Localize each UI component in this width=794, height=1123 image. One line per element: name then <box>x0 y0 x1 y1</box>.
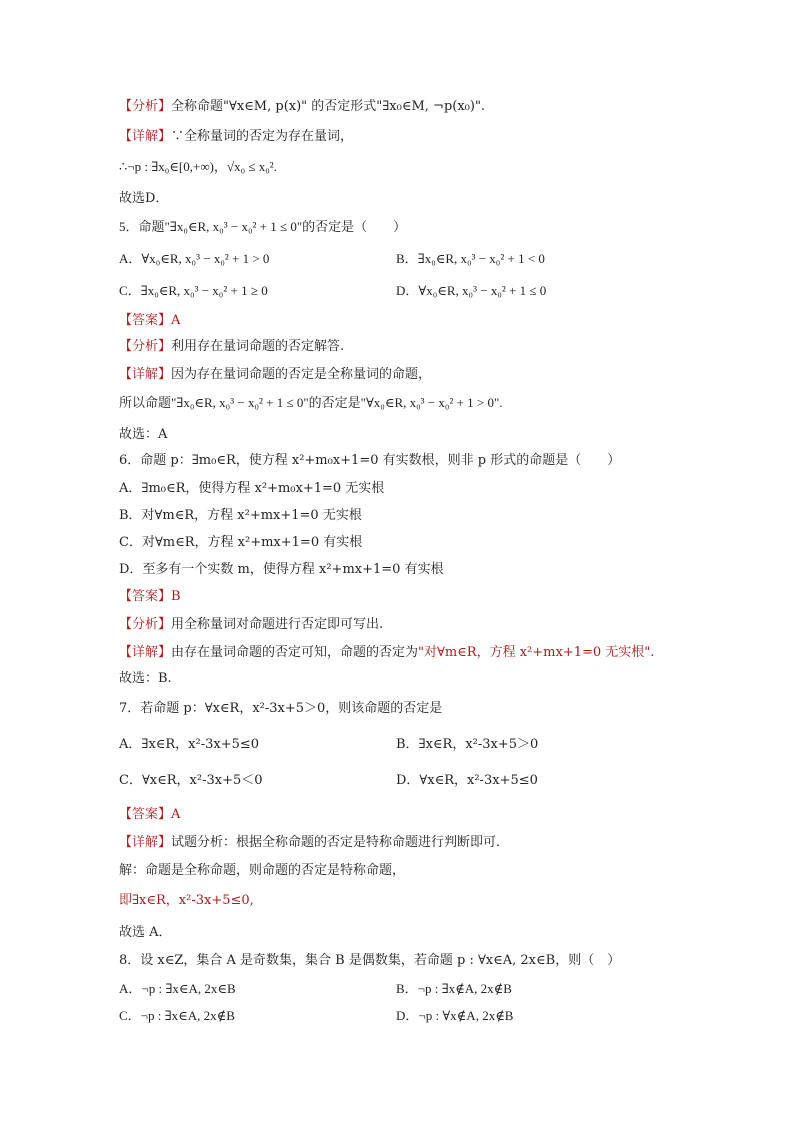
answer-value: A <box>171 807 181 822</box>
q5-answer <box>119 312 180 330</box>
q7-answer <box>119 806 180 824</box>
q8-option-d: D．¬p : ∀x∉A, 2x∉B <box>396 1008 514 1023</box>
detail-tag: 【详解】 <box>119 835 172 850</box>
q5-option-a: A．∀x₀∈R, x₀³ − x₀² + 1 > 0 <box>119 251 270 266</box>
detail-text: 因为存在量词命题的否定是全称量词的命题， <box>171 367 432 382</box>
q7-option-c: C．∀x∈R，x²-3x+5＜0 <box>119 773 263 788</box>
q6-stem: 6．命题 p：∃m₀∈R，使方程 x²+m₀x+1=0 有实数根，则非 p 形式的命题是（ ） <box>119 453 621 468</box>
q5-option-b: B．∃x₀∈R, x₀³ − x₀² + 1 < 0 <box>396 251 545 266</box>
q8-option-a: A．¬p : ∃x∈A, 2x∈B <box>119 981 236 996</box>
detail-text: ∵全称量词的否定为存在量词， <box>171 129 354 144</box>
detail-text: 试题分析：根据全称命题的否定是特称命题进行判断即可． <box>171 835 510 850</box>
q5-analysis <box>119 338 344 356</box>
q6-choose: 故选：B. <box>119 671 172 686</box>
analysis-tag: 【分析】 <box>119 617 172 632</box>
q5-choose: 故选：A <box>119 427 168 442</box>
q6-option-a: A．∃m₀∈R，使得方程 x²+m₀x+1=0 无实根 <box>119 481 385 496</box>
choose-line: 故选D． <box>119 191 169 206</box>
analysis-text: 利用存在量词命题的否定解答. <box>171 339 345 354</box>
detail-tag: 【详解】 <box>119 129 172 144</box>
q8-stem: 8．设 x∈Z，集合 A 是奇数集，集合 B 是偶数集，若命题 p : ∀x∈A, 2x∈B，则（ ） <box>119 953 621 968</box>
q5-detail-2: 所以命题"∃x₀∈R, x₀³ − x₀² + 1 ≤ 0"的否定是"∀x₀∈R, x₀³ − x₀² + 1 > 0". <box>119 395 503 410</box>
answer-tag: 【答案】 <box>119 313 172 328</box>
detail-line-2: ∴¬p : ∃x₀∈[0,+∞)，√x₀ ≤ x₀². <box>119 159 277 174</box>
detail-text: 由存在量词命题的否定可知，命题的否定为 <box>171 645 419 660</box>
answer-tag: 【答案】 <box>119 589 172 604</box>
answer-value: B <box>171 589 181 604</box>
q6-detail <box>119 644 654 662</box>
q5-option-c: C．∃x₀∈R, x₀³ − x₀² + 1 ≥ 0 <box>119 283 268 298</box>
answer-value: A <box>171 313 181 328</box>
q5-detail <box>119 366 431 384</box>
analysis-tag: 【分析】 <box>119 99 172 114</box>
q7-detail <box>119 834 509 852</box>
q6-option-c: C．对∀m∈R，方程 x²+mx+1=0 有实根 <box>119 535 363 550</box>
q6-option-b: B．对∀m∈R，方程 x²+mx+1=0 无实根 <box>119 508 362 523</box>
q7-stem: 7．若命题 p：∀x∈R，x²-3x+5＞0，则该命题的否定是 <box>119 701 443 716</box>
q7-option-b: B．∃x∈R，x²-3x+5＞0 <box>396 737 539 752</box>
q7-option-d: D．∀x∈R，x²-3x+5≤0 <box>396 773 538 788</box>
q7-solution-2: 即∃x∈R，x²-3x+5≤0, <box>119 893 254 908</box>
q7-option-a: A．∃x∈R，x²-3x+5≤0 <box>119 737 260 752</box>
q8-option-c: C．¬p : ∃x∈A, 2x∉B <box>119 1008 235 1023</box>
analysis-text: 全称命题"∀x∈M, p(x)" 的否定形式"∃x₀∈M, ¬p(x₀)". <box>171 99 486 114</box>
answer-tag: 【答案】 <box>119 807 172 822</box>
q6-analysis <box>119 616 383 634</box>
detail-tag: 【详解】 <box>119 645 172 660</box>
q8-option-b: B．¬p : ∃x∉A, 2x∉B <box>396 981 512 996</box>
q7-choose: 故选 A． <box>119 925 172 940</box>
analysis-line <box>119 98 485 116</box>
q5-option-d: D．∀x₀∈R, x₀³ − x₀² + 1 ≤ 0 <box>396 283 547 298</box>
analysis-text: 用全称量词对命题进行否定即可写出. <box>171 617 384 632</box>
detail-highlight: "对∀m∈R，方程 x²+mx+1=0 无实根". <box>418 645 655 660</box>
q6-answer <box>119 588 181 606</box>
detail-tag: 【详解】 <box>119 367 172 382</box>
analysis-tag: 【分析】 <box>119 339 172 354</box>
detail-line <box>119 128 353 146</box>
q7-solution: 解：命题是全称命题，则命题的否定是特称命题， <box>119 863 406 878</box>
q5-stem: 5．命题"∃x₀∈R, x₀³ − x₀² + 1 ≤ 0"的否定是（ ） <box>119 219 407 234</box>
q6-option-d: D．至多有一个实数 m，使得方程 x²+mx+1=0 有实根 <box>119 562 444 577</box>
